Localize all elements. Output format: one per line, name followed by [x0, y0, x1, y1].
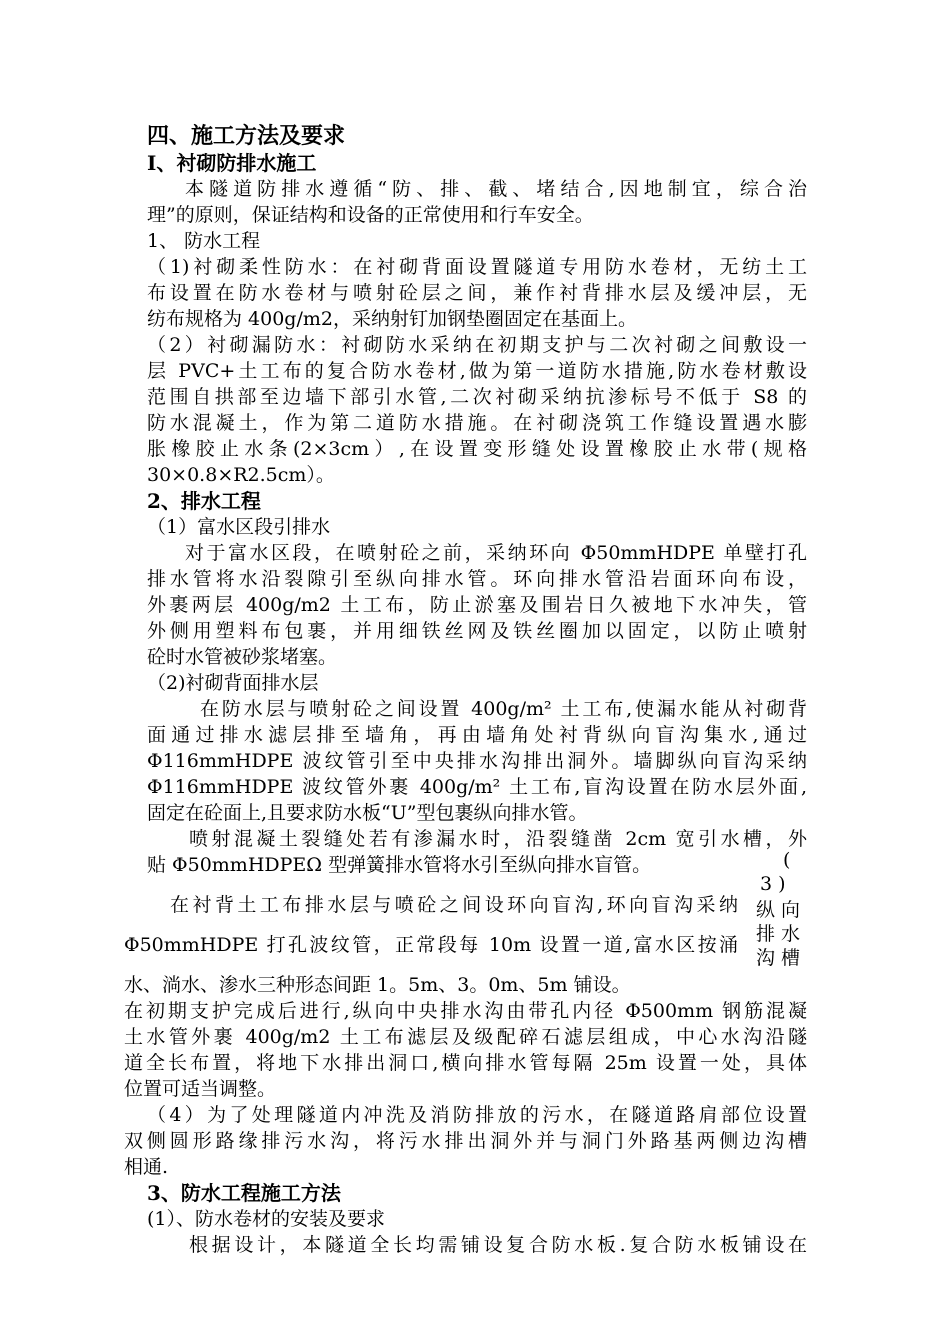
side-label: 3 ) — [760, 873, 786, 895]
numbered-item: (1）、防水卷材的安装及要求 — [147, 1208, 386, 1230]
paragraph-line: 面通过排水滤层排至墙角，再由墙角处衬背纵向盲沟集水,通过 — [147, 724, 807, 746]
paragraph-line: 范围自拱部至边墙下部引水管,二次衬砌采纳抗渗标号不低于 S8 的 — [147, 386, 807, 408]
paragraph-line: 纺布规格为 400g/m2，采纳射钉加钢垫圈固定在基面上。 — [147, 308, 637, 330]
paragraph-line: 30×0.8×R2.5cm）。 — [147, 464, 335, 486]
numbered-item: （2)衬砌背面排水层 — [147, 672, 319, 694]
paragraph-line: 贴 Φ50mmHDPEΩ 型弹簧排水管将水引至纵向排水盲管。 — [147, 854, 652, 876]
paragraph-line: 在防水层与喷射砼之间设置 400g/m² 土工布,使漏水能从衬砌背 — [200, 698, 807, 720]
subsection-heading: 3、防水工程施工方法 — [147, 1181, 341, 1205]
subsection-heading: Ⅰ、衬砌防排水施工 — [147, 151, 317, 175]
paragraph-line: （2）衬砌漏防水：衬砌防水采纳在初期支护与二次衬砌之间敷设一 — [147, 334, 807, 356]
subsection-heading: 2、排水工程 — [147, 489, 261, 513]
paragraph-line: 在初期支护完成后进行,纵向中央排水沟由带孔内径 Φ500mm 钢筋混凝 — [124, 1000, 807, 1022]
paragraph-line: 理”的原则，保证结构和设备的正常使用和行车安全。 — [147, 204, 594, 226]
paragraph-line: 布设置在防水卷材与喷射砼层之间，兼作衬背排水层及缓冲层，无 — [147, 282, 807, 304]
paragraph-line: 固定在砼面上,且要求防水板“U”型包裹纵向排水管。 — [147, 802, 588, 824]
side-label: 排 水 — [756, 923, 801, 945]
paragraph-line: （1)衬砌柔性防水：在衬砌背面设置隧道专用防水卷材，无纺土工 — [147, 256, 807, 278]
section-heading: 四、施工方法及要求 — [147, 123, 346, 149]
paragraph-line: 对于富水区段，在喷射砼之前，采纳环向 Φ50mmHDPE 单壁打孔 — [185, 542, 807, 564]
numbered-item: （1）富水区段引排水 — [147, 516, 331, 538]
paragraph-line: 道全长布置，将地下水排出洞口,横向排水管每隔 25m 设置一处，具体 — [124, 1052, 807, 1074]
paragraph-line: 排水管将水沿裂隙引至纵向排水管。环向排水管沿岩面环向布设， — [147, 568, 807, 590]
paragraph-line: 外侧用塑料布包裹，并用细铁丝网及铁丝圈加以固定，以防止喷射 — [147, 620, 807, 642]
paragraph-line: 本隧道防排水遵循“防、排、截、堵结合,因地制宜，综合治 — [185, 178, 807, 200]
paragraph-line: 砼时水管被砂浆堵塞。 — [147, 646, 338, 668]
side-label: 纵 向 — [756, 899, 801, 921]
paragraph-line: 层 PVC+土工布的复合防水卷材,做为第一道防水措施,防水卷材敷设 — [147, 360, 807, 382]
paragraph-line: 位置可适当调整。 — [124, 1078, 277, 1100]
paragraph-line: 防水混凝土，作为第二道防水措施。在衬砌浇筑工作缝设置遇水膨 — [147, 412, 807, 434]
paragraph-line: 相通. — [124, 1156, 169, 1178]
paragraph-line: 双侧圆形路缘排污水沟，将污水排出洞外并与洞门外路基两侧边沟槽 — [124, 1130, 807, 1152]
paragraph-line: 水、淌水、渗水三种形态间距 1。5m、3。0m、5m 铺设。 — [124, 974, 631, 996]
paragraph-line: Φ116mmHDPE 波纹管引至中央排水沟排出洞外。墙脚纵向盲沟采纳 — [147, 750, 807, 772]
paragraph-line: 在衬背土工布排水层与喷砼之间设环向盲沟,环向盲沟采纳 — [170, 894, 738, 916]
paragraph-line: 土水管外裹 400g/m2 土工布滤层及级配碎石滤层组成，中心水沟沿隧 — [124, 1026, 807, 1048]
paragraph-line: 根据设计，本隧道全长均需铺设复合防水板.复合防水板铺设在 — [189, 1234, 807, 1256]
paragraph-line: 外裹两层 400g/m2 土工布，防止淤塞及围岩日久被地下水冲失，管 — [147, 594, 807, 616]
paragraph-line: 胀橡胶止水条(2×3cm）,在设置变形缝处设置橡胶止水带(规格 — [147, 438, 807, 460]
side-label: 沟 槽 — [756, 947, 801, 969]
numbered-item: 1、 防水工程 — [147, 230, 261, 252]
paragraph-line: Φ50mmHDPE 打孔波纹管，正常段每 10m 设置一道,富水区按涌 — [124, 934, 738, 956]
paragraph-line: 喷射混凝土裂缝处若有渗漏水时，沿裂缝凿 2cm 宽引水槽，外 — [189, 828, 807, 850]
paragraph-line: Φ116mmHDPE 波纹管外裹 400g/m² 土工布,盲沟设置在防水层外面, — [147, 776, 807, 798]
side-label: ( — [783, 849, 791, 871]
paragraph-line: （4）为了处理隧道内冲洗及消防排放的污水，在隧道路肩部位设置 — [147, 1104, 807, 1126]
